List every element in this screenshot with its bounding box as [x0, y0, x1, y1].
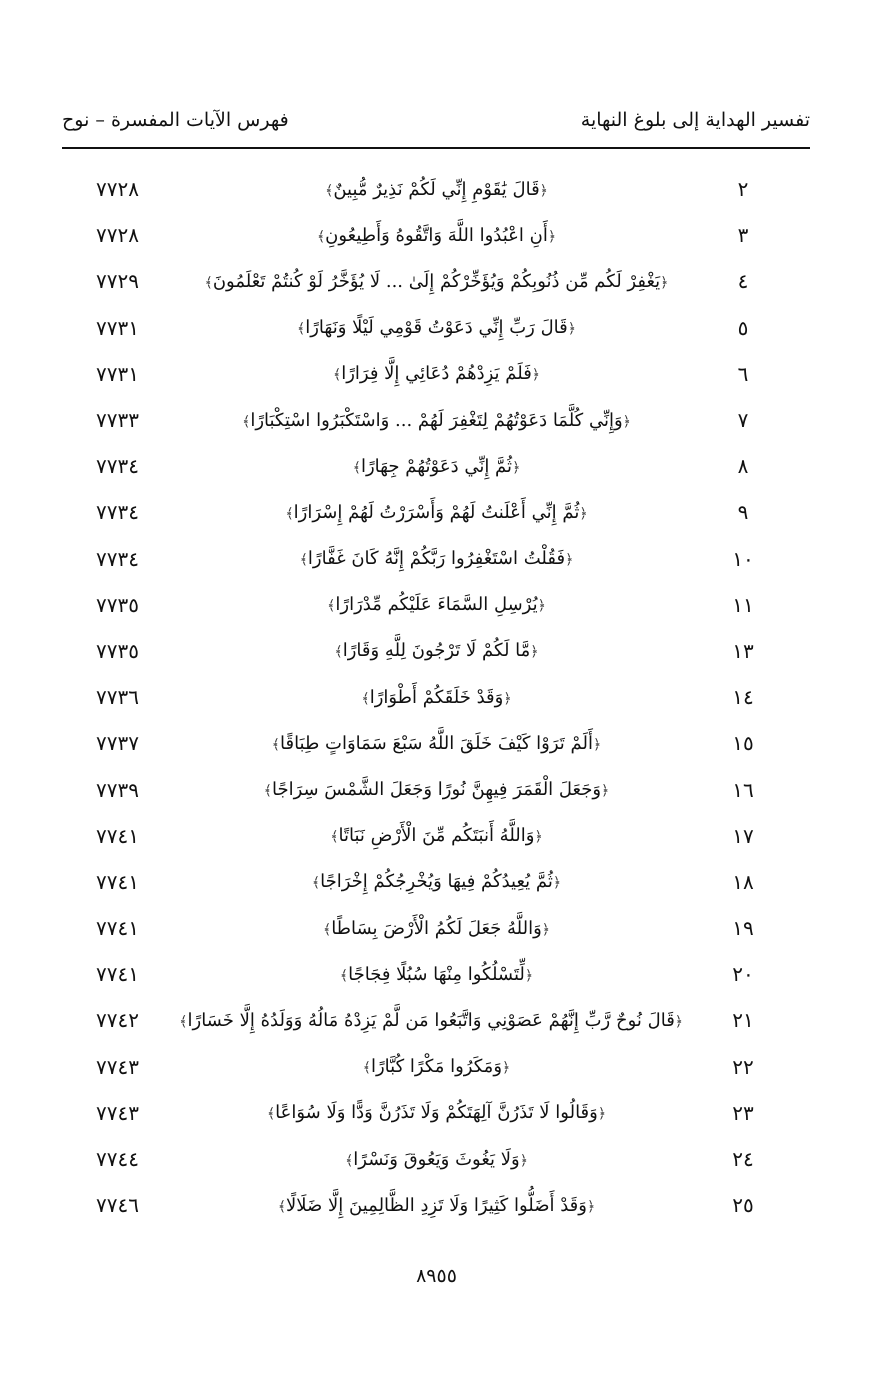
verse-text [190, 640, 683, 661]
verse-text [190, 733, 683, 754]
ornament-open-icon: ﴿ [597, 1106, 607, 1123]
index-row [0, 674, 873, 720]
page-reference: ٧٧٤٢ [96, 1008, 139, 1033]
verse-text [190, 502, 683, 523]
verse-text [190, 779, 683, 800]
verse-words: أَلَمْ تَرَوْا كَيْفَ خَلَقَ اللَّهُ سَبْعَ سَمَاوَاتٍ طِبَاقًا [279, 732, 593, 754]
ornament-open-icon: ﴿ [537, 598, 546, 615]
verse-text [190, 1102, 683, 1123]
ornament-open-icon: ﴿ [593, 736, 602, 753]
page-reference: ٧٧٣٤ [96, 454, 139, 479]
ornament-close-icon: ﴾ [325, 182, 334, 199]
ornament-close-icon: ﴾ [242, 413, 251, 430]
ornament-open-icon: ﴿ [502, 1060, 511, 1077]
verse-number: ٢٠ [732, 962, 754, 987]
page-reference: ٧٧٣٣ [96, 408, 139, 433]
ornament-close-icon: ﴾ [179, 1013, 188, 1030]
verse-words: يُرْسِلِ السَّمَاءَ عَلَيْكُم مِّدْرَارًا [335, 594, 538, 616]
page-reference: ٧٧٣٥ [96, 592, 139, 617]
ornament-open-icon: ﴿ [503, 690, 512, 707]
verse-text [190, 363, 683, 384]
ornament-open-icon: ﴿ [552, 875, 562, 892]
ornament-close-icon: ﴾ [266, 1106, 276, 1123]
index-row [0, 720, 873, 766]
index-row [0, 951, 873, 997]
verse-text [190, 1195, 683, 1216]
ornament-close-icon: ﴾ [330, 829, 339, 846]
verse-text [190, 825, 683, 846]
index-row [0, 766, 873, 812]
verse-text [190, 271, 683, 292]
ornament-close-icon: ﴾ [204, 274, 213, 291]
verse-text [190, 225, 683, 246]
verse-text [190, 317, 683, 338]
ornament-close-icon: ﴾ [361, 690, 370, 707]
ornament-close-icon: ﴾ [327, 598, 336, 615]
ornament-open-icon: ﴿ [601, 783, 610, 800]
verse-number: ٢٤ [732, 1147, 754, 1172]
verse-number: ١٦ [732, 777, 754, 802]
ornament-open-icon: ﴿ [539, 182, 548, 199]
verse-words: قَالَ نُوحٌ رَّبِّ إِنَّهُمْ عَصَوْنِي وَاتَّبَعُوا مَن لَّمْ يَزِدْهُ مَالُهُ وَوَلَدُهُ إِلَّا خَسَارًا [187, 1009, 675, 1031]
page-header [62, 100, 810, 140]
index-row [0, 1136, 873, 1182]
verse-text [190, 410, 683, 431]
ornament-close-icon: ﴾ [362, 1060, 371, 1077]
verse-words: يَغْفِرْ لَكُم مِّن ذُنُوبِكُمْ وَيُؤَخِّرْكُمْ إِلَىٰ ... لَا يُؤَخَّرُ لَوْ كُنتُمْ تَعْلَمُونَ [212, 270, 661, 292]
index-row [0, 1090, 873, 1136]
verse-words: ثُمَّ إِنِّي أَعْلَنتُ لَهُمْ وَأَسْرَرْتُ لَهُمْ إِسْرَارًا [293, 501, 580, 523]
verse-text [190, 1149, 683, 1170]
verse-number: ١١ [732, 592, 754, 617]
verse-text [190, 548, 683, 569]
verse-words: مَّا لَكُمْ لَا تَرْجُونَ لِلَّهِ وَقَارًا [342, 640, 531, 662]
page-reference: ٧٧٣٤ [96, 546, 139, 571]
verse-text [179, 1009, 683, 1031]
page-reference: ٧٧٢٨ [96, 223, 139, 248]
index-row [0, 258, 873, 304]
verse-number: ٢٢ [732, 1054, 754, 1079]
page-reference: ٧٧٣٥ [96, 638, 139, 663]
ornament-open-icon: ﴿ [660, 274, 669, 291]
ornament-open-icon: ﴿ [534, 829, 543, 846]
index-row [0, 582, 873, 628]
verse-number: ١٨ [732, 869, 754, 894]
index-row [0, 905, 873, 951]
verse-words: ثُمَّ إِنِّي دَعَوْتُهُمْ جِهَارًا [360, 455, 513, 477]
verse-number: ٤ [737, 269, 749, 294]
book-title: تفسير الهداية إلى بلوغ النهاية [580, 109, 810, 131]
ornament-close-icon: ﴾ [297, 321, 306, 338]
verse-text [190, 456, 683, 477]
verse-number: ١٤ [732, 685, 754, 710]
verse-words: لِّتَسْلُكُوا مِنْهَا سُبُلًا فِجَاجًا [348, 963, 525, 985]
page-number: ٨٩٥٥ [416, 1265, 457, 1287]
verse-words: أَنِ اعْبُدُوا اللَّهَ وَاتَّقُوهُ وَأَطِيعُونِ [325, 224, 548, 246]
page-reference: ٧٧٤٤ [96, 1147, 139, 1172]
verse-words: وَمَكَرُوا مَكْرًا كُبَّارًا [370, 1056, 503, 1078]
verse-words: وَقَدْ أَضَلُّوا كَثِيرًا وَلَا تَزِدِ الظَّالِمِينَ إِلَّا ضَلَالًا [286, 1194, 587, 1216]
ornament-open-icon: ﴿ [674, 1013, 683, 1030]
verse-text [190, 1056, 683, 1077]
page-reference: ٧٧٣١ [96, 361, 139, 386]
ornament-open-icon: ﴿ [512, 459, 521, 476]
ornament-open-icon: ﴿ [579, 505, 588, 522]
ornament-close-icon: ﴾ [263, 783, 272, 800]
verse-words: وَإِنِّي كُلَّمَا دَعَوْتُهُمْ لِتَغْفِرَ لَهُمْ ... وَاسْتَكْبَرُوا اسْتِكْبَارًا [250, 409, 623, 431]
verse-text [190, 594, 683, 615]
header-rule [62, 147, 810, 149]
index-row [0, 813, 873, 859]
page-reference: ٧٧٤٦ [96, 1193, 139, 1218]
verse-index-table [0, 166, 873, 1228]
verse-number: ٧ [737, 408, 749, 433]
verse-number: ١٣ [732, 638, 754, 663]
verse-number: ٩ [737, 500, 749, 525]
verse-number: ٢٥ [732, 1193, 754, 1218]
verse-text [190, 871, 683, 892]
ornament-open-icon: ﴿ [547, 228, 557, 245]
index-row [0, 997, 873, 1043]
ornament-close-icon: ﴾ [345, 1152, 354, 1169]
verse-words: فَلَمْ يَزِدْهُمْ دُعَائِي إِلَّا فِرَارًا [341, 363, 532, 385]
ornament-close-icon: ﴾ [334, 644, 343, 661]
verse-words: وَقَالُوا لَا تَذَرُنَّ آلِهَتَكُمْ وَلَا تَذَرُنَّ وَدًّا وَلَا سُوَاعًا [275, 1102, 598, 1124]
page-reference: ٧٧٣٤ [96, 500, 139, 525]
index-row [0, 489, 873, 535]
page-reference: ٧٧٢٩ [96, 269, 139, 294]
ornament-close-icon: ﴾ [285, 505, 294, 522]
verse-number: ٢١ [732, 1008, 754, 1033]
index-row [0, 628, 873, 674]
ornament-close-icon: ﴾ [316, 228, 326, 245]
ornament-open-icon: ﴿ [531, 367, 540, 384]
verse-words: فَقُلْتُ اسْتَغْفِرُوا رَبَّكُمْ إِنَّهُ كَانَ غَفَّارًا [307, 548, 566, 570]
ornament-open-icon: ﴿ [622, 413, 631, 430]
page-reference: ٧٧٣٦ [96, 685, 139, 710]
page-reference: ٧٧٤١ [96, 962, 139, 987]
page-reference: ٧٧٤٣ [96, 1100, 139, 1125]
verse-number: ٨ [737, 454, 749, 479]
page-reference: ٧٧٣٧ [96, 731, 139, 756]
ornament-open-icon: ﴿ [586, 1198, 596, 1215]
index-row [0, 1182, 873, 1228]
verse-number: ١٥ [732, 731, 754, 756]
verse-text [190, 964, 683, 985]
verse-words: وَجَعَلَ الْقَمَرَ فِيهِنَّ نُورًا وَجَعَلَ الشَّمْسَ سِرَاجًا [271, 779, 602, 801]
ornament-open-icon: ﴿ [524, 967, 534, 984]
index-row [0, 859, 873, 905]
ornament-close-icon: ﴾ [339, 967, 349, 984]
page-reference: ٧٧٣١ [96, 315, 139, 340]
verse-number: ١٧ [732, 823, 754, 848]
page-reference: ٧٧٤٣ [96, 1054, 139, 1079]
index-row [0, 397, 873, 443]
ornament-close-icon: ﴾ [352, 459, 361, 476]
verse-number: ٥ [737, 315, 749, 340]
ornament-open-icon: ﴿ [541, 921, 550, 938]
index-row [0, 443, 873, 489]
ornament-close-icon: ﴾ [271, 736, 280, 753]
ornament-close-icon: ﴾ [322, 921, 332, 938]
index-row [0, 305, 873, 351]
index-row [0, 212, 873, 258]
ornament-open-icon: ﴿ [530, 644, 539, 661]
verse-number: ١٩ [732, 916, 754, 941]
index-row [0, 1044, 873, 1090]
verse-number: ٢٣ [732, 1100, 754, 1125]
verse-text [190, 687, 683, 708]
ornament-open-icon: ﴿ [519, 1152, 528, 1169]
ornament-close-icon: ﴾ [332, 367, 342, 384]
verse-words: قَالَ يَٰقَوْمِ إِنِّي لَكُمْ نَذِيرٌ مُّبِينٌ [333, 178, 540, 200]
verse-words: وَاللَّهُ أَنبَتَكُم مِّنَ الْأَرْضِ نَبَاتًا [338, 825, 535, 847]
verse-words: وَاللَّهُ جَعَلَ لَكُمُ الْأَرْضَ بِسَاطًا [331, 917, 542, 939]
section-title: فهرس الآيات المفسرة – نوح [62, 109, 289, 131]
verse-number: ١٠ [732, 546, 754, 571]
ornament-open-icon: ﴿ [565, 552, 574, 569]
page-reference: ٧٧٤١ [96, 916, 139, 941]
index-row [0, 536, 873, 582]
verse-words: وَقَدْ خَلَقَكُمْ أَطْوَارًا [369, 686, 504, 708]
verse-number: ٣ [737, 223, 749, 248]
verse-words: ثُمَّ يُعِيدُكُمْ فِيهَا وَيُخْرِجُكُمْ إِخْرَاجًا [320, 871, 553, 893]
verse-text [190, 179, 683, 200]
page-reference: ٧٧٣٩ [96, 777, 139, 802]
verse-text [190, 918, 683, 939]
verse-number: ٦ [737, 361, 749, 386]
page-reference: ٧٧٢٨ [96, 177, 139, 202]
verse-words: وَلَا يَغُوثَ وَيَعُوقَ وَنَسْرًا [353, 1148, 520, 1170]
ornament-close-icon: ﴾ [277, 1198, 287, 1215]
ornament-close-icon: ﴾ [299, 552, 308, 569]
ornament-close-icon: ﴾ [311, 875, 321, 892]
index-row [0, 166, 873, 212]
page-reference: ٧٧٤١ [96, 823, 139, 848]
verse-words: قَالَ رَبِّ إِنِّي دَعَوْتُ قَوْمِي لَيْلًا وَنَهَارًا [305, 317, 568, 339]
verse-number: ٢ [737, 177, 749, 202]
page-reference: ٧٧٤١ [96, 869, 139, 894]
index-row [0, 351, 873, 397]
ornament-open-icon: ﴿ [567, 321, 576, 338]
